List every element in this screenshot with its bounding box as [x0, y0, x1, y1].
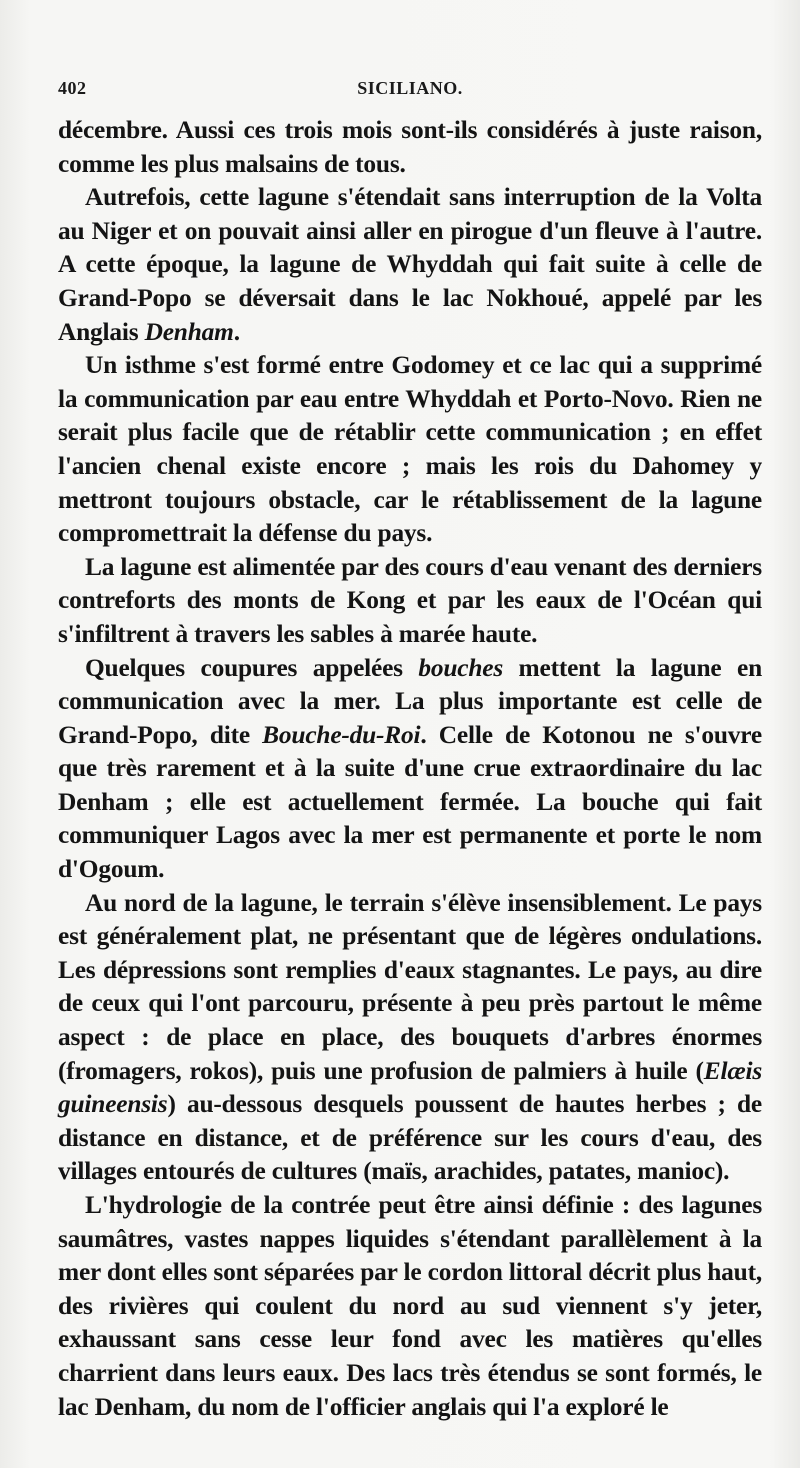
italic-bouche-du-roi: Bouche-du-Roi	[262, 720, 421, 749]
running-title: SICILIANO.	[357, 78, 463, 98]
italic-bouches: bouches	[418, 653, 504, 682]
italic-elaeis: Elæis guineensis	[58, 1056, 762, 1119]
paragraph-continuation: décembre. Aussi ces trois mois sont-ils considérés à juste raison, comme les plus malsains de tous.	[58, 116, 762, 178]
body-text	[58, 114, 762, 1424]
paragraph-hydrologie: L'hydrologie de la contrée peut être ainsi définie : des lagunes saumâtres, vastes nappes liquides s'étendant parallèlement à la mer dont elles sont séparées par le cordon littoral décrit plus haut, des rivières qui coulent du nord au sud viennent s'y jeter, exhaussant sans cesse leur fond avec les matières qu'elles charrient dans leurs eaux. Des lacs très étendus se sont formés, le lac Denham, du nom de l'officier anglais qui l'a exploré le	[58, 1191, 762, 1421]
paragraph-alimentation: La lagune est alimentée par des cours d'eau venant des derniers contreforts des monts de Kong et par les eaux de l'Océan qui s'infiltrent à travers les sables à marée haute.	[58, 552, 762, 648]
paragraph-terrain: Au nord de la lagune, le terrain s'élève insensiblement. Le pays est généralement plat, ne présentant que de légères ondulations. Les dépressions sont remplies d'eaux stagnantes. Le pays, au dire de ceux qui l'ont parcouru, présente à peu près partout le même aspect : de place en place, des bouquets d'arbres énormes (fromagers, rokos), puis une profusion de palmiers à huile (Elæis guineensis) au-dessous desquels poussent de hautes herbes ; de distance en distance, et de préférence sur les cours d'eau, des villages entourés de cultures (maïs, arachides, patates, manioc).	[58, 888, 762, 1186]
paragraph-lagune-history: Autrefois, cette lagune s'étendait sans interruption de la Volta au Niger et on pouvait ainsi aller en pirogue d'un fleuve à l'autre. A cette époque, la lagune de Whyddah qui fait suite à celle de Grand-Popo se déversait dans le lac Nokhoué, appelé par les Anglais Denham.	[58, 183, 762, 346]
running-head	[58, 78, 762, 106]
page-number: 402	[58, 78, 87, 98]
italic-denham: Denham	[144, 317, 234, 346]
paragraph-bouches: Quelques coupures appelées bouches mettent la lagune en communication avec la mer. La plus importante est celle de Grand-Popo, dite Bouche-du-Roi. Celle de Kotonou ne s'ouvre que très rarement et à la suite d'une crue extraordinaire du lac Denham ; elle est actuellement fermée. La bouche qui fait communiquer Lagos avec la mer est permanente et porte le nom d'Ogoum.	[58, 653, 763, 884]
paragraph-isthme: Un isthme s'est formé entre Godomey et ce lac qui a supprimé la communication par eau entre Whyddah et Porto-Novo. Rien ne serait plus facile que de rétablir cette communication ; en effet l'ancien chenal existe encore ; mais les rois du Dahomey y mettront toujours obstacle, car le rétablissement de la lagune compromettrait la défense du pays.	[58, 351, 762, 548]
